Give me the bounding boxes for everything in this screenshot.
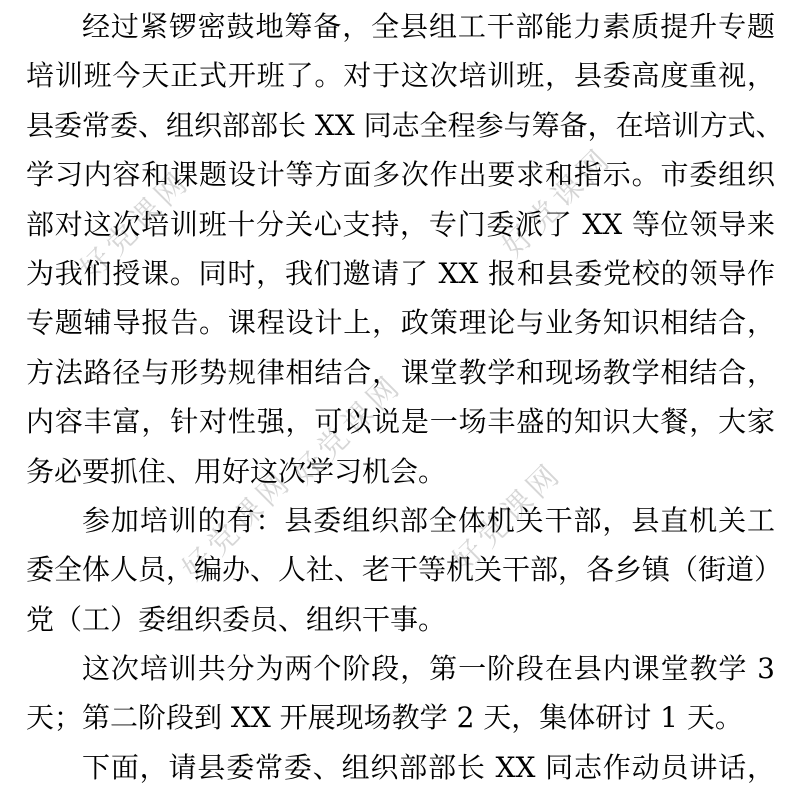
text-line: 方法路径与形势规律相结合，课堂教学和现场教学相结合， — [26, 355, 775, 389]
text-line: 专题辅导报告。课程设计上，政策理论与业务知识相结合， — [26, 306, 775, 340]
watermark-text: 好党课网 — [73, 163, 198, 288]
text-line: 经过紧锣密鼓地筹备，全县组工干部能力素质提升专题 — [82, 10, 775, 43]
text-line: 培训班今天正式开班了。对于这次培训班，县委高度重视， — [26, 59, 775, 93]
text-line: 为我们授课。同时，我们邀请了 XX 报和县委党校的领导作 — [26, 256, 775, 290]
watermark-text: 好党课网 — [445, 455, 570, 580]
watermark-text: 好党课网 — [175, 463, 300, 588]
text-line: 下面，请县委常委、组织部部长 XX 同志作动员讲话， — [82, 750, 775, 784]
text-line: 参加培训的有：县委组织部全体机关干部，县直机关工 — [82, 503, 775, 537]
text-line: 内容丰富，针对性强，可以说是一场丰盛的知识大餐，大家 — [26, 405, 775, 439]
text-line: 学习内容和课题设计等方面多次作出要求和指示。市委组织 — [26, 158, 775, 192]
text-line: 县委常委、组织部部长 XX 同志全程参与筹备，在培训方式、 — [26, 108, 784, 142]
text-line: 天；第二阶段到 XX 开展现场教学 2 天，集体研讨 1 天。 — [26, 701, 743, 735]
watermark-text: 好党课网 — [285, 367, 410, 492]
text-line: 这次培训共分为两个阶段，第一阶段在县内课堂教学 3 — [82, 652, 775, 686]
text-line: 委全体人员，编办、人社、老干等机关干部，各乡镇（街道） — [26, 553, 783, 587]
text-line: 部对这次培训班十分关心支持，专门委派了 XX 等位领导来 — [26, 207, 775, 241]
watermark-text: 好党课网 — [495, 140, 620, 265]
text-line: 务必要抓住、用好这次学习机会。 — [26, 454, 447, 488]
document-body — [26, 2, 784, 792]
text-line: 党（工）委组织委员、组织干事。 — [26, 602, 447, 636]
